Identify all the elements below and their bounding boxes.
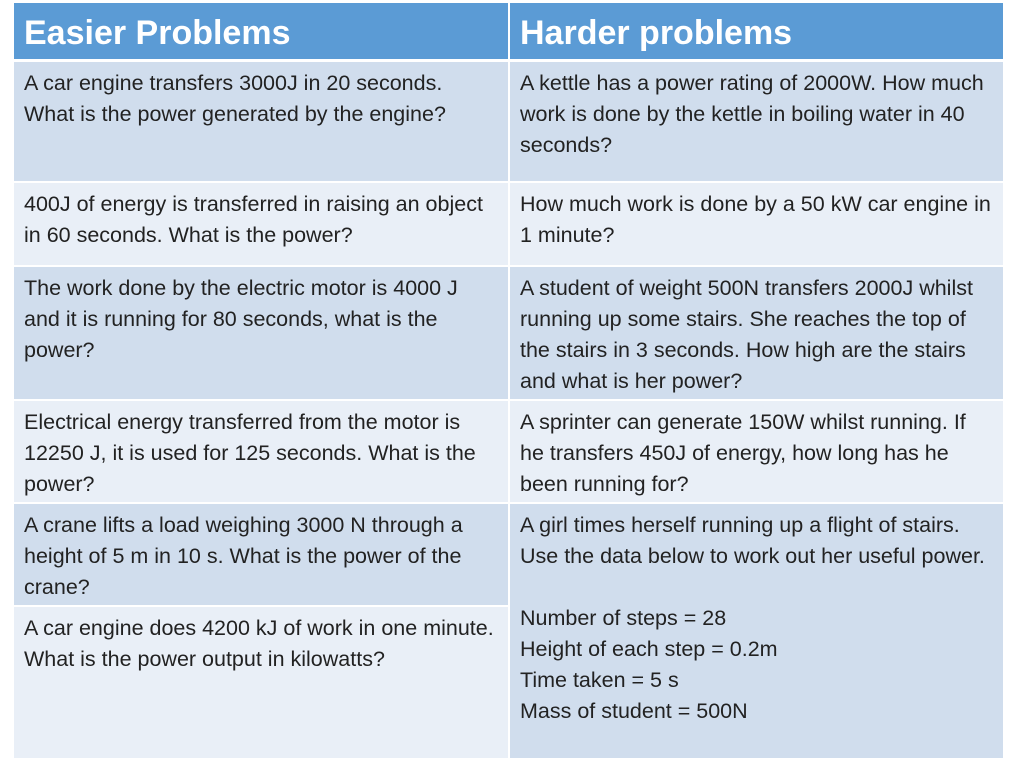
harder-problem-cell: A sprinter can generate 150W whilst running. If he transfers 450J of energy, how long has he been running for? bbox=[509, 400, 1004, 503]
table-row bbox=[13, 503, 1004, 606]
table-row bbox=[13, 400, 1004, 503]
problems-table bbox=[12, 1, 1005, 760]
easier-problem-cell: A car engine does 4200 kJ of work in one minute. What is the power output in kilowatts? bbox=[13, 606, 509, 759]
problems-table-container bbox=[12, 1, 1003, 756]
table-row bbox=[13, 61, 1004, 182]
spacer bbox=[520, 572, 993, 603]
harder-problem-cell: A kettle has a power rating of 2000W. How much work is done by the kettle in boiling water in 40 seconds? bbox=[509, 61, 1004, 182]
harder-problem-cell-stairs bbox=[509, 503, 1004, 759]
header-harder-problems: Harder problems bbox=[509, 2, 1004, 61]
header-easier-problems: Easier Problems bbox=[13, 2, 509, 61]
easier-problem-cell: A car engine transfers 3000J in 20 seconds. What is the power generated by the engine? bbox=[13, 61, 509, 182]
easier-problem-cell: Electrical energy transferred from the motor is 12250 J, it is used for 125 seconds. What is the power? bbox=[13, 400, 509, 503]
table-row bbox=[13, 266, 1004, 400]
stairs-data-step-height: Height of each step = 0.2m bbox=[520, 636, 778, 661]
harder-problem-cell: A student of weight 500N transfers 2000J whilst running up some stairs. She reaches the top of the stairs in 3 seconds. How high are the stairs and what is her power? bbox=[509, 266, 1004, 400]
easier-problem-cell: A crane lifts a load weighing 3000 N through a height of 5 m in 10 s. What is the power of the crane? bbox=[13, 503, 509, 606]
stairs-problem-intro: A girl times herself running up a flight of stairs. Use the data below to work out her useful power. bbox=[520, 512, 985, 568]
header-row bbox=[13, 2, 1004, 61]
stairs-data-steps: Number of steps = 28 bbox=[520, 605, 727, 630]
table-row bbox=[13, 182, 1004, 266]
stairs-data-mass: Mass of student = 500N bbox=[520, 698, 748, 723]
harder-problem-cell: How much work is done by a 50 kW car engine in 1 minute? bbox=[509, 182, 1004, 266]
stairs-data-time: Time taken = 5 s bbox=[520, 667, 679, 692]
easier-problem-cell: 400J of energy is transferred in raising an object in 60 seconds. What is the power? bbox=[13, 182, 509, 266]
easier-problem-cell: The work done by the electric motor is 4000 J and it is running for 80 seconds, what is the power? bbox=[13, 266, 509, 400]
